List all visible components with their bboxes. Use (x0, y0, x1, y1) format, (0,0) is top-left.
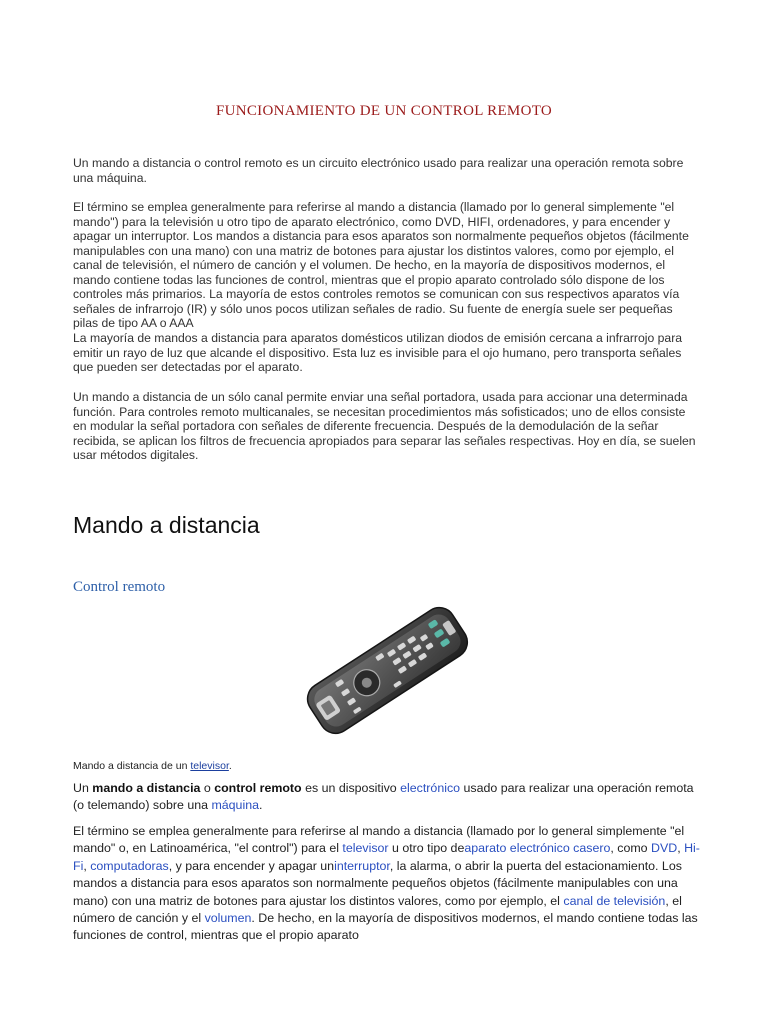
link-electronico[interactable]: electrónico (400, 781, 461, 795)
link-televisor[interactable]: televisor (342, 841, 389, 856)
image-caption: Mando a distancia de un televisor. (73, 760, 232, 772)
wiki-intro-paragraph: Un mando a distancia o control remoto es un dispositivo electrónico usado para realizar una operación remota (o telemando) sobre una máquina. (73, 781, 694, 813)
term-mando-a-distancia: mando a distancia (92, 781, 201, 795)
link-aparato-electronico-casero[interactable]: aparato electrónico casero (464, 841, 611, 856)
section-subheading: Control remoto (73, 579, 166, 595)
section-heading: Mando a distancia (73, 512, 260, 538)
link-hi-fi[interactable]: Hi-Fi (73, 841, 700, 873)
document-title: FUNCIONAMIENTO DE UN CONTROL REMOTO (215, 103, 553, 119)
link-computadoras[interactable]: computadoras (90, 858, 169, 873)
wiki-term-paragraph: El término se emplea generalmente para referirse al mando a distancia (llamado por lo general simplemente "el mando" o, en Latinoamérica, "el control") para el televisor u otro tipo deaparato electrónico casero, como DVD, Hi-Fi, computadoras, y para encender y apagar uninterruptor, la alarma, o abrir la puerta del estacionamiento. Los mandos a distancia para esos aparatos son normalmente pequeños objetos (fácilmente manipulables con una mano) con una matriz de botones para ajustar los distintos valores, como por ejemplo, el canal de televisión, el número de canción y el volumen. De hecho, en la mayoría de dispositivos modernos, el mando contiene todas las funciones de control, mientras que el propio aparato (73, 824, 700, 943)
intro-paragraph: Un mando a distancia o control remoto es un circuito electrónico usado para realizar una operación remota sobre una máquina. (73, 156, 684, 185)
infrared-paragraph: La mayoría de mandos a distancia para aparatos domésticos utilizan diodos de emisión cercana a infrarrojo para emitir un rayo de luz que alcande el dispositivo. Esta luz es invisible para el ojo humano, pero transporta señales que pueden ser detectadas por el aparato. (73, 331, 683, 374)
link-volumen[interactable]: volumen (204, 911, 252, 926)
link-canal-de-television[interactable]: canal de televisión (563, 893, 666, 908)
caption-televisor-link[interactable]: televisor (190, 760, 229, 772)
link-maquina[interactable]: máquina (211, 798, 259, 813)
remote-control-image (288, 600, 478, 742)
link-dvd[interactable]: DVD (651, 841, 678, 856)
channel-paragraph: Un mando a distancia de un sólo canal permite enviar una señal portadora, usada para accionar una determinada función. Para controles remoto multicanales, se necesitan procedimientos más sofisticados; uno de ellos consiste en modular la señal portadora con señales de diferente frecuencia. Después de la demodulación de la señar recibida, se aplican los filtros de frecuencia apropiados para separar las señales respectivas. Hoy en día, se suelen usar métodos digitales. (73, 390, 696, 462)
link-interruptor[interactable]: interruptor (334, 858, 390, 873)
term-paragraph: El término se emplea generalmente para referirse al mando a distancia (llamado por lo general simplemente "el mando") para la televisión u otro tipo de aparato electrónico, como DVD, HIFI, ordenadores, y para encender y apagar un interruptor. Los mandos a distancia para esos aparatos son normalmente pequeños objetos (fácilmente manipulables con una mano) con una matriz de botones para ajustar los distintos valores, como por ejemplo, el canal de televisión, el número de canción y el volumen. De hecho, en la mayoría de dispositivos modernos, el mando contiene todas las funciones de control, mientras que el propio aparato controlado sólo dispone de los controles más primarios. La mayoría de estos controles remotos se comunican con sus respectivos aparatos vía señales de infrarrojo (IR) y sólo unos pocos utilizan señales de radio. Su fuente de energía suele ser pequeñas pilas de tipo AA o AAA (73, 200, 689, 330)
term-control-remoto: control remoto (214, 781, 302, 795)
